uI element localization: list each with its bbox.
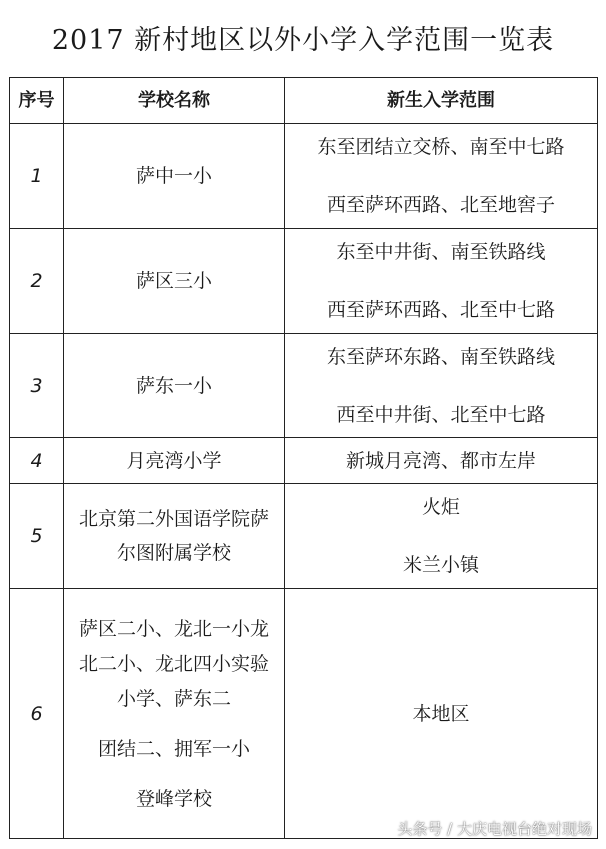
school-name: 北二小、龙北四小实验 [78, 652, 269, 675]
range-line: 本地区 [412, 702, 470, 725]
row-seq: 4 [10, 438, 64, 484]
row-range [285, 438, 598, 484]
watermark: 头条号 / 大庆电视台绝对现场 [397, 820, 592, 838]
row-school [64, 589, 285, 839]
row-school [64, 438, 285, 484]
row-school [64, 229, 285, 334]
row-seq: 1 [10, 124, 64, 229]
school-name: 萨区三小 [135, 270, 212, 292]
school-name: 北京第二外国语学院萨 [78, 508, 269, 530]
table-row [10, 334, 598, 438]
row-range [285, 334, 598, 438]
header-seq: 序号 [10, 78, 64, 124]
range-line: 东至团结立交桥、南至中七路 [317, 136, 565, 158]
row-school [64, 484, 285, 589]
range-line: 西至萨环西路、北至中七路 [326, 299, 555, 321]
table-row [10, 124, 598, 229]
row-seq: 2 [10, 229, 64, 334]
row-school [64, 124, 285, 229]
row-school [64, 334, 285, 438]
header-range: 新生入学范围 [285, 78, 598, 124]
school-name: 萨中一小 [135, 165, 212, 187]
row-seq: 6 [10, 589, 64, 839]
range-line: 东至中井街、南至铁路线 [336, 241, 546, 263]
school-name: 月亮湾小学 [126, 449, 222, 472]
row-range [285, 229, 598, 334]
table-row [10, 589, 598, 839]
row-seq: 3 [10, 334, 64, 438]
range-line: 西至萨环西路、北至地窖子 [326, 194, 555, 216]
school-name: 团结二、拥军一小 [97, 737, 250, 760]
range-line: 西至中井街、北至中七路 [336, 403, 546, 426]
range-line: 火炬 [421, 496, 460, 518]
row-range [285, 484, 598, 589]
page-title: 2017 新村地区以外小学入学范围一览表 [51, 25, 555, 56]
row-range [285, 589, 598, 839]
range-line: 东至萨环东路、南至铁路线 [326, 345, 555, 368]
range-line: 新城月亮湾、都市左岸 [345, 449, 536, 472]
range-line: 米兰小镇 [402, 554, 479, 576]
school-name: 登峰学校 [135, 787, 212, 810]
table-header-row [10, 78, 598, 124]
header-school: 学校名称 [64, 78, 285, 124]
enrollment-table [9, 77, 598, 839]
table-row [10, 229, 598, 334]
row-seq: 5 [10, 484, 64, 589]
table-row [10, 438, 598, 484]
school-name: 萨东一小 [135, 374, 212, 397]
school-name: 萨区二小、龙北一小龙 [78, 617, 269, 640]
table-row [10, 484, 598, 589]
row-range [285, 124, 598, 229]
school-name: 尔图附属学校 [116, 542, 231, 564]
school-name: 小学、萨东二 [116, 687, 231, 710]
